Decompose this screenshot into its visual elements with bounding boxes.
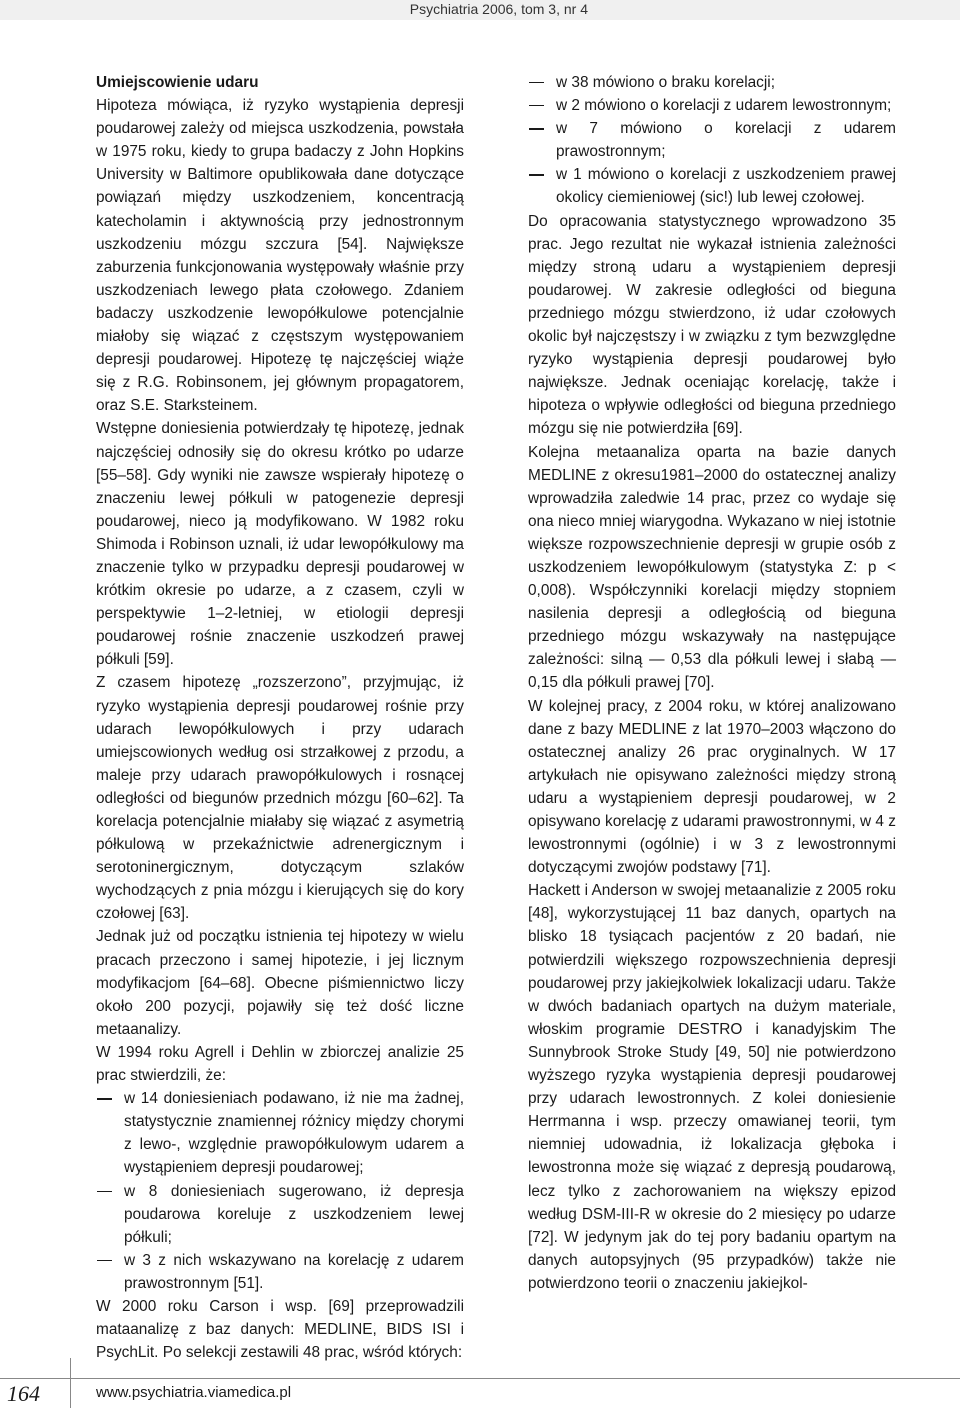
paragraph: W 2000 roku Carson i wsp. [69] przeprowadzili mataanalizę z baz danych: MEDLINE, BIDS ISI i PsychLit. Po selekcji zestawili 48 prac, wśród których:: [96, 1297, 464, 1362]
paragraph: Hackett i Anderson w swojej metaanalizie z 2005 roku [48], wykorzystującej 11 baz danych, opartych na blisko 18 tysiącach pacjentów z 20 badań, nie potwierdzili większego rozpowszechnienia depresji poudarowej przy jakiejkolwiek lokalizacji udaru. Także w dwóch badaniach opartych na dużym materiale, włoskim programie DESTRO i kanadyjskim The Sunnybrook Stroke Study [49, 50] nie potwierdzono wyższego ryzyka wystąpienia depresji poudarowej przy udarach lewostronnych. Z kolei doniesienie Herrmanna i wsp. przeczy omawianej teorii, tym niemniej udowadnia, iż lokalizacja głęboka i lewostronna może się wiązać z depresją poudarową, lecz tylko z zachorowaniem na większy epizod według DSM-III-R w okresie do 2 miesięcy po udarze [72]. W jedynym jak do tej pory badaniu opartym na danych autopsyjnych (95 przypadków) także nie potwierdzono teorii o znaczeniu jakiejkol-: [528, 882, 896, 1292]
journal-citation: Psychiatria 2006, tom 3, nr 4: [409, 1, 588, 17]
section-heading: Umiejscowienie udaru: [96, 74, 259, 91]
list-item: w 8 doniesieniach sugerowano, iż depresja poudarowa koreluje z uszkodzeniem lewej półkuli;: [96, 1180, 464, 1249]
paragraph: Do opracowania statystycznego wprowadzono 35 prac. Jego rezultat nie wykazał istnienia zależności między stroną udaru a wystąpieniem depresji poudarowej. W zakresie odległości od bieguna przedniego mózgu stwierdzono, iż udar czołowych okolic był najczęstszy i w związku z tym bezwzględne ryzyko wystąpienia depresji poudarowej było największe. Jednak oceniając korelację, także i hipoteza o wpływie odległości od bieguna przedniego mózgu się nie potwierdziła [69].: [528, 212, 896, 438]
paragraph: Z czasem hipotezę „rozszerzono”, przyjmując, iż ryzyko wystąpienia depresji poudarowej rośnie przy udarach lewopółkulowych i przy udarach umiejscowionych według osi strzałkowej z przodu, a maleje przy udarach prawopółkulowych i rosnącej odległości od biegunów przednich mózgu [60–62]. Ta korelacja potencjalnie miałaby się wiązać z asymetrią półkulową w przekaźnictwie adrenergicznym i serotoninergicznym, dotyczącym szlaków wychodzących z pnia mózgu i kierujących się do kory czołowej [63].: [96, 674, 464, 923]
right-column: [528, 71, 896, 1295]
dash-list: [96, 1087, 464, 1295]
footer-url: www.psychiatria.viamedica.pl: [96, 1384, 292, 1401]
left-column: [96, 71, 464, 1364]
journal-header-bar: [0, 0, 960, 20]
paragraph: Kolejna metaanaliza oparta na bazie danych MEDLINE z okresu1981–2000 do ostatecznej analizy wprowadziła zaledwie 14 prac, przez co wydaje się ona nieco mniej wiarygodna. Wykazano w niej istotnie większe rozpowszechnienie depresji w grupie osób z uszkodzeniem lewopółkulowym (statystyka Z: p < 0,008). Współczynniki korelacji między stopniem nasilenia depresji a odległością od bieguna przedniego mózgu wskazywały na następujące zależności: silną — 0,53 dla półkuli lewej i słabą — 0,15 dla półkuli prawej [70].: [528, 443, 896, 692]
list-item: w 2 mówiono o korelacji z udarem lewostronnym;: [528, 94, 896, 117]
list-item: w 14 doniesieniach podawano, iż nie ma żadnej, statystycznie znamiennej różnicy między chorymi z lewo-, względnie prawopółkulowym udarem a wystąpieniem depresji poudarowej;: [96, 1087, 464, 1179]
list-item: w 3 z nich wskazywano na korelację z udarem prawostronnym [51].: [96, 1249, 464, 1295]
dash-list: [528, 71, 896, 210]
list-item: w 7 mówiono o korelacji z udarem prawostronnym;: [528, 117, 896, 163]
paragraph: W 1994 roku Agrell i Dehlin w zbiorczej analizie 25 prac stwierdzili, że:: [96, 1043, 464, 1085]
paragraph: W kolejnej pracy, z 2004 roku, w której analizowano dane z bazy MEDLINE z lat 1970–2003 włączono do ostatecznej analizy 26 prac oryginalnych. W 17 artykułach nie opisywano zależności między stroną udaru a wystąpieniem depresji poudarowej, w 2 opisywano korelację z udarami prawostronnymi, w 4 z lewostronnymi (ogólnie) i w 3 z lewostronnymi dotyczącymi zwojów podstawy [71].: [528, 697, 896, 877]
paragraph: Wstępne doniesienia potwierdzały tę hipotezę, jednak najczęściej odnosiły się do okresu krótko po udarze [55–58]. Gdy wyniki nie zawsze wspierały hipotezę o znaczeniu lewej półkuli w patogenezie depresji poudarowej, nieco ją modyfikowano. W 1982 roku Shimoda i Robinson uznali, iż udar lewopółkulowy ma znaczenie tylko w przypadku depresji poudarowej w krótkim okresie po udarze, a z czasem, czyli w perspektywie 1–2-letniej, w etiologii depresji poudarowej rośnie znaczenie uszkodzeń prawej półkuli [59].: [96, 420, 464, 669]
list-item: w 1 mówiono o korelacji z uszkodzeniem prawej okolicy ciemieniowej (sic!) lub lewej czołowej.: [528, 163, 896, 209]
paragraph: Hipoteza mówiąca, iż ryzyko wystąpienia depresji poudarowej zależy od miejsca uszkodzenia, powstała w 1975 roku, kiedy to grupa badaczy z John Hopkins University w Baltimore opublikowała dane dotyczące powiązań między uszkodzeniem, koncentracją katecholamin i aktywnością przy jednostronnym uszkodzeniu mózgu szczura [54]. Największe zaburzenia funkcjonowania występowały właśnie przy uszkodzeniach lewego płata czołowego. Zdaniem badaczy uszkodzenie lewopółkulowe potencjalnie miałoby się wiązać z częstszym występowaniem depresji poudarowej. Hipotezę tę najczęściej wiąże się z R.G. Robinsonem, jej głównym propagatorem, oraz S.E. Starksteinem.: [96, 97, 464, 415]
paragraph: Jednak już od początku istnienia tej hipotezy w wielu pracach przeczono i samej hipotezie, i jej licznym modyfikacjom [64–68]. Obecne piśmiennictwo liczy około 200 pozycji, pojawiły się też dość liczne metaanalizy.: [96, 928, 464, 1038]
footer-vertical-divider: [70, 1358, 71, 1408]
page-number: 164: [7, 1381, 40, 1406]
list-item: w 38 mówiono o braku korelacji;: [528, 71, 896, 94]
footer-divider: [0, 1378, 960, 1379]
